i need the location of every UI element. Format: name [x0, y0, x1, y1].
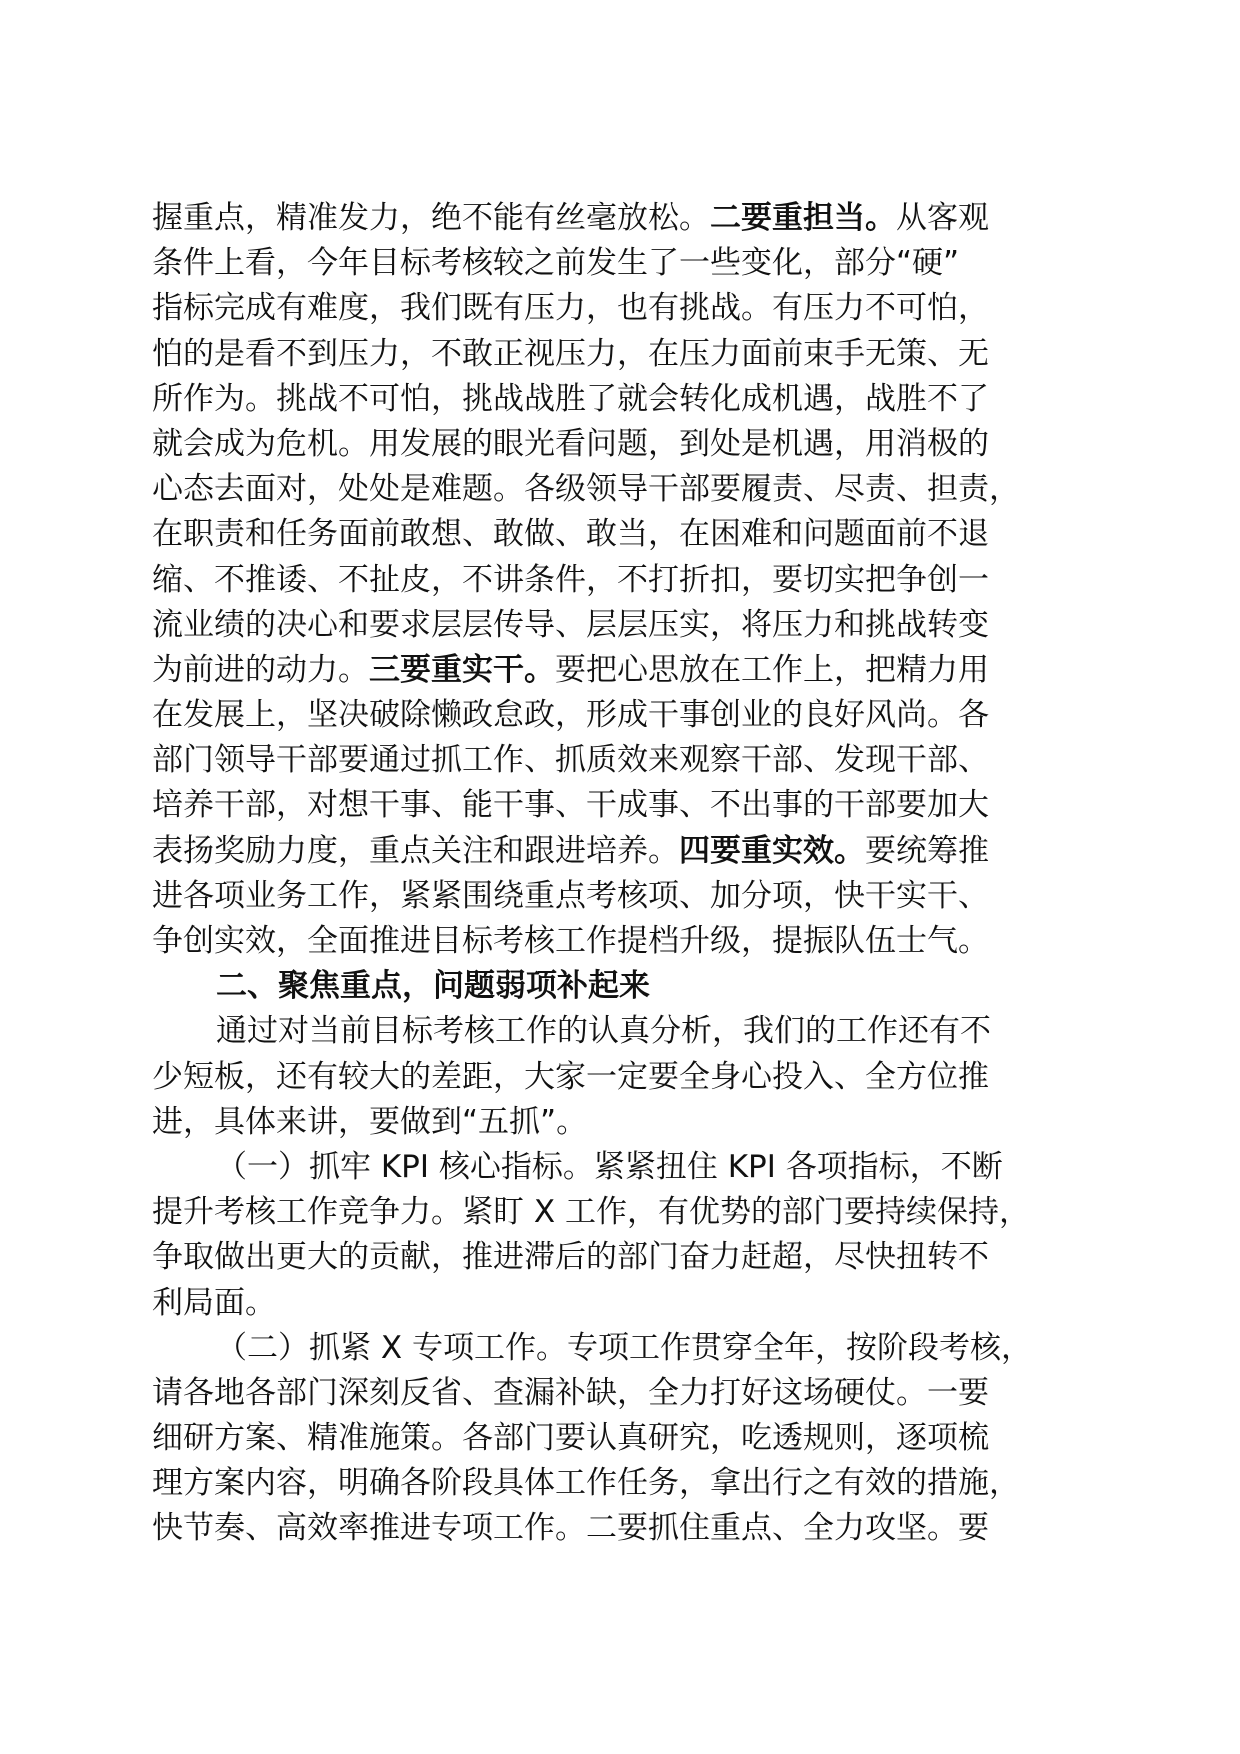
document-body	[152, 196, 1100, 1552]
bold-text-segment: 二要重担当。	[710, 200, 896, 236]
text-segment: 要把心思放在工作上，把精力用	[555, 651, 989, 688]
text-segment: 在发展上，坚决破除懒政怠政，形成干事创业的良好风尚。各	[152, 697, 989, 734]
text-segment: 要统筹推	[865, 832, 989, 869]
text-segment: 部门领导干部要通过抓工作、抓质效来观察干部、发现干部、	[152, 742, 989, 779]
text-line	[152, 1371, 1100, 1416]
text-line	[152, 1416, 1100, 1461]
text-line	[152, 874, 1100, 919]
text-segment: 争取做出更大的贡献，推进滞后的部门奋力赶超，尽快扭转不	[152, 1239, 989, 1276]
text-line	[152, 783, 1100, 828]
text-line	[152, 648, 1100, 693]
text-segment: 握重点，精准发力，绝不能有丝毫放松。	[152, 200, 710, 236]
text-line	[152, 377, 1100, 422]
text-line	[152, 738, 1100, 783]
text-segment: 少短板，还有较大的差距，大家一定要全身心投入、全方位推	[152, 1058, 989, 1095]
text-line	[152, 1145, 1100, 1190]
text-segment: 在职责和任务面前敢想、敢做、敢当，在困难和问题面前不退	[152, 516, 989, 553]
text-segment: 进，具体来讲，要做到“五抓”。	[152, 1103, 588, 1140]
text-segment: 通过对当前目标考核工作的认真分析，我们的工作还有不	[216, 1013, 991, 1050]
text-segment: 为前进的动力。	[152, 651, 369, 688]
text-line	[152, 1506, 1100, 1551]
text-line	[152, 1190, 1100, 1235]
text-segment: 提升考核工作竞争力。紧盯 X 工作，有优势的部门要持续保持，	[152, 1194, 1030, 1231]
text-line	[152, 558, 1100, 603]
text-segment: 进各项业务工作，紧紧围绕重点考核项、加分项，快干实干、	[152, 877, 989, 914]
text-segment: （二）抓紧 X 专项工作。专项工作贯穿全年，按阶段考核，	[216, 1329, 1032, 1366]
text-line	[152, 286, 1100, 331]
text-line	[152, 693, 1100, 738]
text-line	[152, 1461, 1100, 1506]
text-segment: 表扬奖励力度，重点关注和跟进培养。	[152, 832, 679, 869]
text-segment: 理方案内容，明确各阶段具体工作任务，拿出行之有效的措施，	[152, 1465, 1020, 1502]
text-segment: 请各地各部门深刻反省、查漏补缺，全力打好这场硬仗。一要	[152, 1374, 989, 1411]
text-segment: 条件上看，今年目标考核较之前发生了一些变化，部分“硬”	[152, 245, 960, 282]
text-line	[152, 919, 1100, 964]
text-segment: 缩、不推诿、不扯皮，不讲条件，不打折扣，要切实把争创一	[152, 561, 989, 598]
text-line	[152, 1281, 1100, 1326]
text-segment: 快节奏、高效率推进专项工作。二要抓住重点、全力攻坚。要	[152, 1510, 989, 1547]
text-segment: 从客观	[896, 200, 989, 236]
bold-text-segment: 四要重实效。	[679, 832, 865, 869]
text-line	[152, 196, 1100, 241]
text-line	[152, 964, 1100, 1009]
text-segment: 培养干部，对想干事、能干事、干成事、不出事的干部要加大	[152, 787, 989, 824]
text-line	[152, 512, 1100, 557]
text-segment: 争创实效，全面推进目标考核工作提档升级，提振队伍士气。	[152, 923, 989, 959]
text-line	[152, 422, 1100, 467]
text-line	[152, 1009, 1100, 1054]
text-line	[152, 1326, 1100, 1371]
text-segment: （一）抓牢 KPI 核心指标。紧紧扭住 KPI 各项指标，不断	[216, 1148, 1003, 1185]
text-segment: 细研方案、精准施策。各部门要认真研究，吃透规则，逐项梳	[152, 1420, 989, 1457]
text-line	[152, 603, 1100, 648]
text-line	[152, 1055, 1100, 1100]
text-segment: 就会成为危机。用发展的眼光看问题，到处是机遇，用消极的	[152, 425, 989, 462]
bold-text-segment: 二、聚焦重点，问题弱项补起来	[216, 968, 650, 1005]
text-line	[152, 332, 1100, 377]
text-line	[152, 829, 1100, 874]
text-line	[152, 241, 1100, 286]
text-segment: 指标完成有难度，我们既有压力，也有挑战。有压力不可怕，	[152, 290, 989, 327]
text-line	[152, 1235, 1100, 1280]
text-segment: 心态去面对，处处是难题。各级领导干部要履责、尽责、担责，	[152, 471, 1020, 508]
text-segment: 怕的是看不到压力，不敢正视压力，在压力面前束手无策、无	[152, 335, 989, 372]
bold-text-segment: 三要重实干。	[369, 651, 555, 688]
text-line	[152, 1100, 1100, 1145]
text-segment: 流业绩的决心和要求层层传导、层层压实，将压力和挑战转变	[152, 606, 989, 643]
text-segment: 所作为。挑战不可怕，挑战战胜了就会转化成机遇，战胜不了	[152, 380, 989, 417]
text-line	[152, 467, 1100, 512]
text-segment: 利局面。	[152, 1284, 276, 1321]
